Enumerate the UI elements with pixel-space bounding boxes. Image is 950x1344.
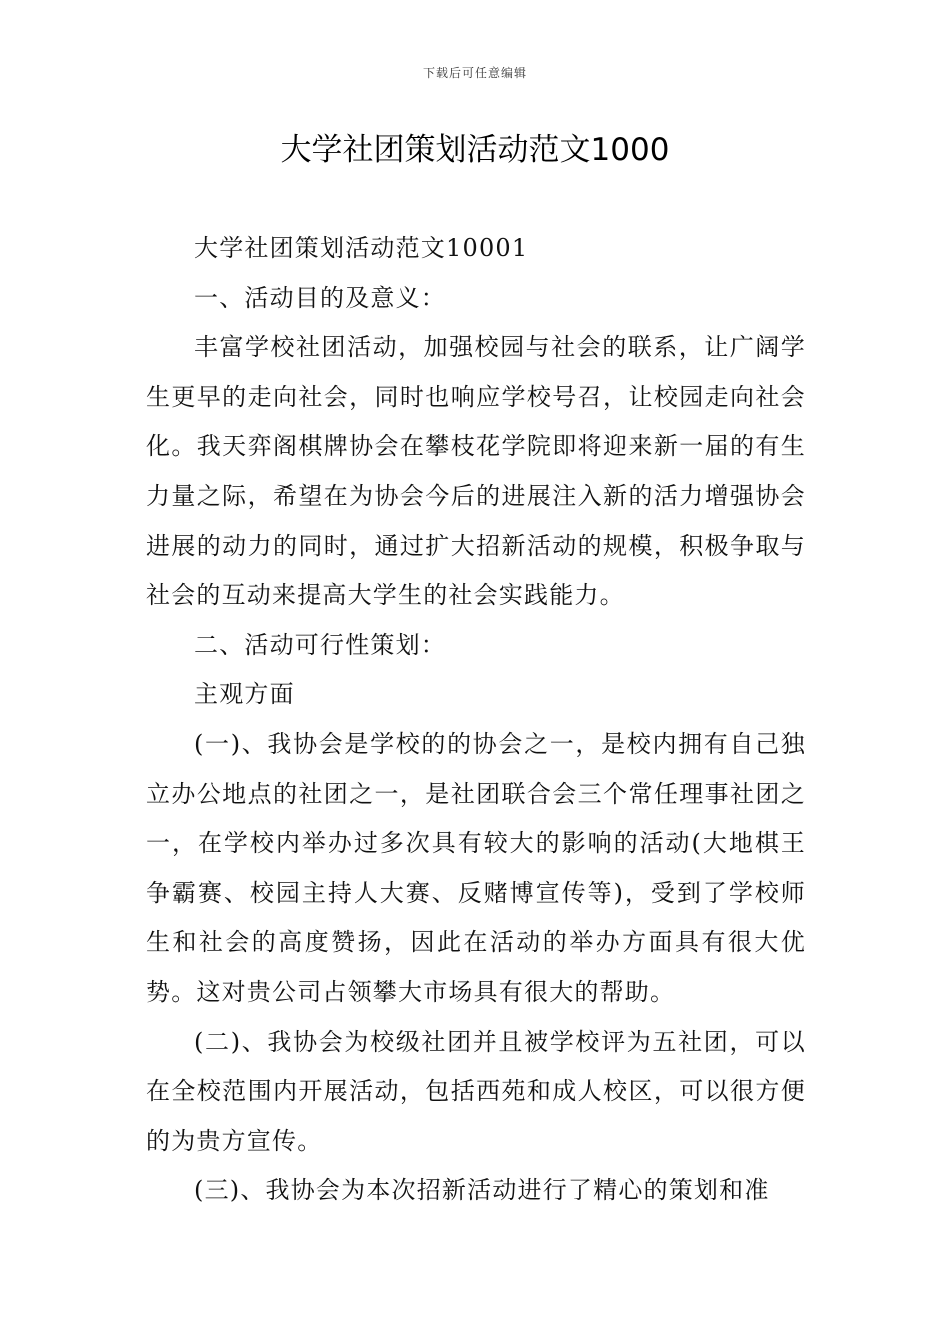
paragraph-purpose: 丰富学校社团活动，加强校园与社会的联系，让广阔学生更早的走向社会，同时也响应学校号召，让校园走向社会化。我天弈阁棋牌协会在攀枝花学院即将迎来新一届的有生力量之际，希望在为协会今后的进展注入新的活力增强协会进展的动力的同时，通过扩大招新活动的规模，积极争取与社会的互动来提高大学生的社会实践能力。 xyxy=(146,333,806,610)
section-heading-feasibility: 二、活动可行性策划： xyxy=(194,630,446,659)
document-title: 大学社团策划活动范文1000 xyxy=(280,132,670,168)
paragraph-item-2: (二)、我协会为校级社团并且被学校评为五社团，可以在全校范围内开展活动，包括西苑和成人校区，可以很方便的为贵方宣传。 xyxy=(146,1027,806,1155)
paragraph-item-1: (一)、我协会是学校的的协会之一，是校内拥有自己独立办公地点的社团之一，是社团联合会三个常任理事社团之一，在学校内举办过多次具有较大的影响的活动(大地棋王争霸赛、校园主持人大赛、反赌博宣传等)，受到了学校师生和社会的高度赞扬，因此在活动的举办方面具有很大优势。这对贵公司占领攀大市场具有很大的帮助。 xyxy=(146,729,806,1006)
paragraph-subtitle: 大学社团策划活动范文10001 xyxy=(194,234,529,262)
section-heading-purpose: 一、活动目的及意义： xyxy=(194,283,446,312)
subheading-subjective: 主观方面 xyxy=(194,680,295,709)
download-note: 下载后可任意编辑 xyxy=(422,66,527,80)
paragraph-item-3: (三)、我协会为本次招新活动进行了精心的策划和准 xyxy=(194,1176,770,1205)
document-body xyxy=(146,224,806,1216)
